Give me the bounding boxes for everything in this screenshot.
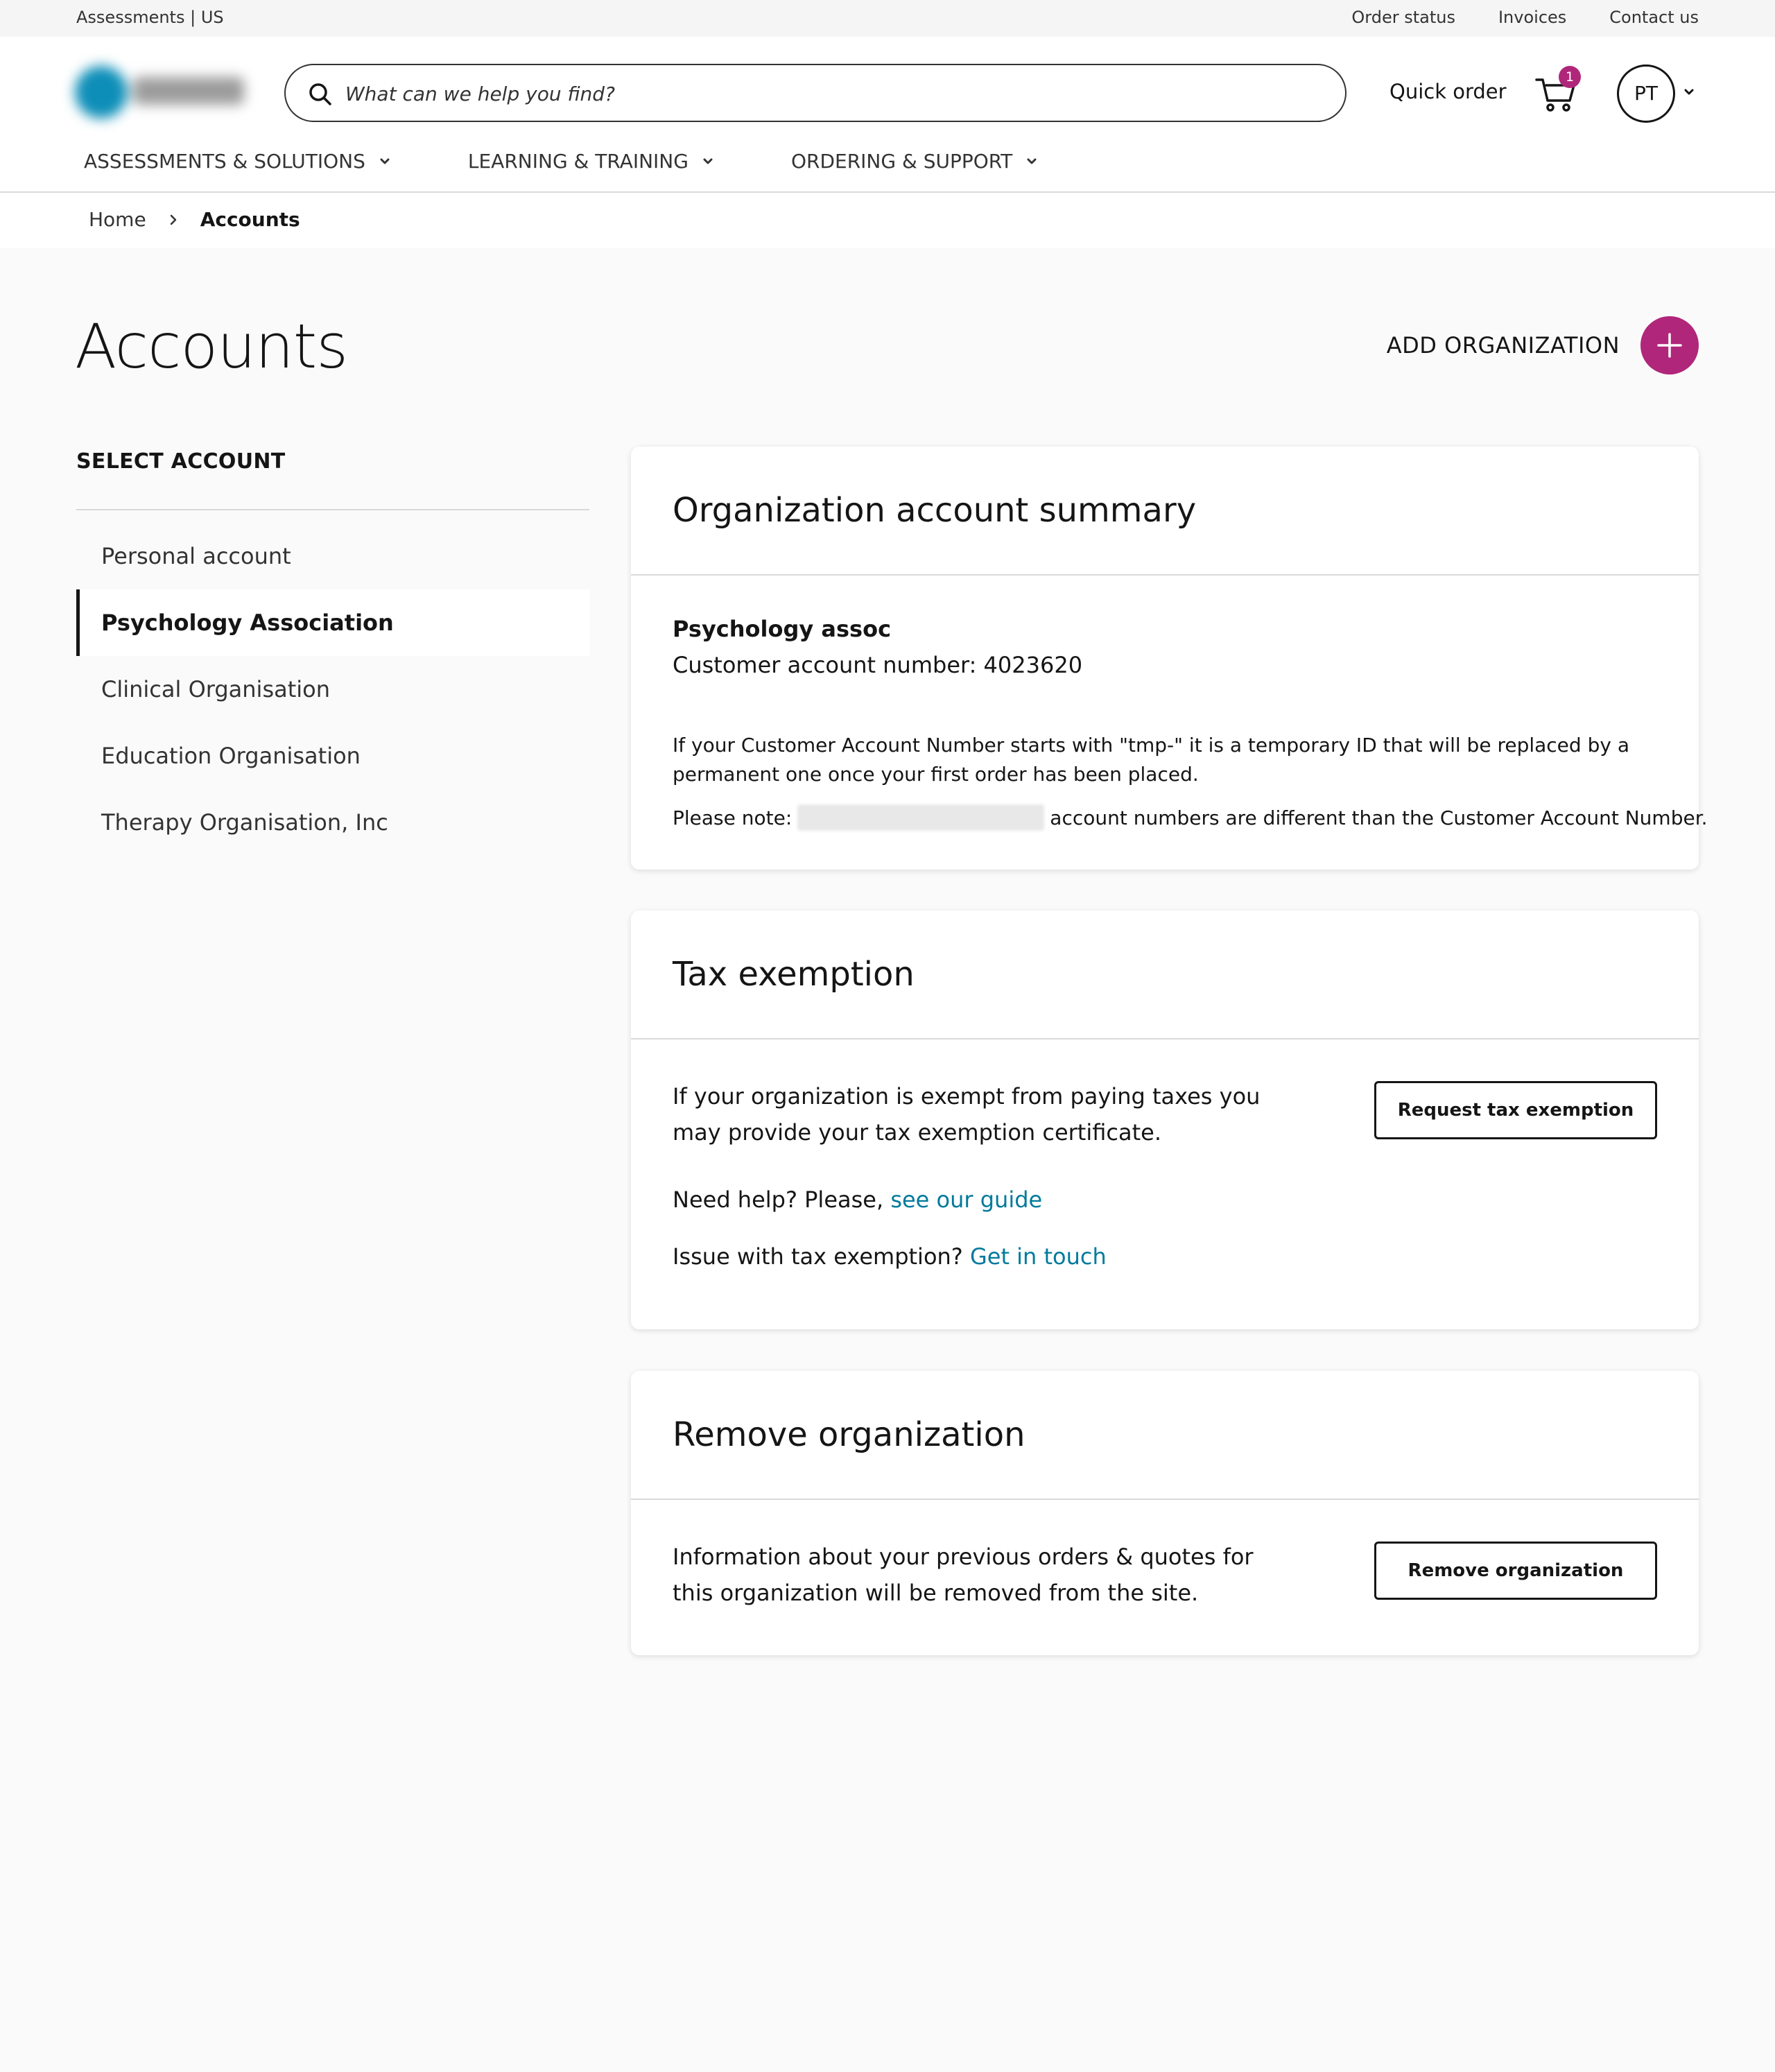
add-organization-circle[interactable]	[1640, 316, 1699, 374]
remove-organization-description: Information about your previous orders & quotes for this organization will be removed from the site.	[673, 1544, 1254, 1606]
account-list	[76, 523, 589, 856]
search-bar[interactable]	[284, 64, 1347, 122]
site-header	[0, 37, 1775, 193]
cart-count-badge: 1	[1559, 66, 1581, 88]
sidebar-item-psychology-association[interactable]: Psychology Association	[76, 589, 589, 656]
note-prefix: Please note:	[673, 806, 793, 829]
chevron-down-icon[interactable]	[1682, 85, 1696, 99]
card-title: Tax exemption	[673, 955, 915, 994]
nav-label: ASSESSMENTS & SOLUTIONS	[84, 150, 365, 173]
nav-ordering-support[interactable]	[791, 150, 1039, 173]
order-status-link[interactable]: Order status	[1351, 8, 1455, 27]
see-guide-link[interactable]: see our guide	[890, 1186, 1043, 1213]
get-in-touch-link[interactable]: Get in touch	[969, 1243, 1107, 1270]
nav-learning-training[interactable]	[468, 150, 715, 173]
breadcrumb-home[interactable]: Home	[89, 208, 146, 231]
utility-bar	[0, 0, 1775, 37]
issue-prefix: Issue with tax exemption?	[673, 1243, 963, 1270]
card-header	[631, 910, 1699, 1039]
account-sidebar	[76, 449, 589, 856]
sidebar-item-clinical-organisation[interactable]: Clinical Organisation	[101, 676, 331, 702]
tax-exemption-card	[631, 910, 1699, 1329]
plus-icon	[1640, 316, 1699, 374]
card-title: Organization account summary	[673, 491, 1197, 530]
chevron-right-icon	[167, 214, 180, 226]
breadcrumb-current: Accounts	[200, 208, 300, 231]
invoices-link[interactable]: Invoices	[1498, 8, 1567, 27]
quick-order-link[interactable]: Quick order	[1389, 80, 1507, 103]
account-number-note	[673, 804, 1708, 831]
temporary-id-note: If your Customer Account Number starts with "tmp-" it is a temporary ID that will be replaced by a permanent one once your first order has been placed.	[673, 734, 1629, 786]
search-input[interactable]	[345, 75, 1316, 112]
help-line	[673, 1186, 1042, 1213]
breadcrumb-bar	[0, 193, 1775, 248]
card-title: Remove organization	[673, 1415, 1025, 1454]
note-suffix: account numbers are different than the Customer Account Number.	[1050, 806, 1708, 829]
chevron-down-icon	[701, 155, 715, 169]
main-nav	[84, 150, 1039, 173]
issue-line	[673, 1243, 1107, 1270]
nav-assessments-solutions[interactable]	[84, 150, 392, 173]
breadcrumb	[89, 208, 300, 231]
nav-label: LEARNING & TRAINING	[467, 150, 689, 173]
organization-name: Psychology assoc	[673, 616, 892, 642]
nav-label: ORDERING & SUPPORT	[790, 150, 1013, 173]
sidebar-item-therapy-organisation[interactable]: Therapy Organisation, Inc	[101, 809, 388, 836]
search-icon	[306, 80, 334, 108]
request-tax-exemption-button[interactable]: Request tax exemption	[1374, 1081, 1657, 1139]
chevron-down-icon	[1025, 155, 1039, 169]
remove-organization-card	[631, 1371, 1699, 1655]
add-organization-button[interactable]	[1387, 316, 1699, 374]
utility-links	[1351, 8, 1699, 27]
chevron-down-icon	[378, 155, 392, 169]
redacted-text	[797, 804, 1044, 831]
customer-account-number: Customer account number: 4023620	[673, 652, 1083, 678]
sidebar-item-education-organisation[interactable]: Education Organisation	[101, 743, 361, 769]
page-title: Accounts	[75, 311, 348, 382]
sidebar-item-personal-account[interactable]: Personal account	[101, 543, 291, 569]
brand-logo[interactable]	[69, 56, 250, 126]
user-avatar[interactable]: PT	[1617, 64, 1675, 123]
remove-organization-button[interactable]: Remove organization	[1374, 1542, 1657, 1600]
help-prefix: Need help? Please,	[673, 1186, 884, 1213]
account-summary-card	[631, 447, 1708, 870]
contact-us-link[interactable]: Contact us	[1609, 8, 1699, 27]
card-header	[631, 1371, 1699, 1500]
card-header	[631, 447, 1699, 576]
sidebar-title: SELECT ACCOUNT	[76, 449, 589, 510]
tax-exemption-description: If your organization is exempt from paying taxes you may provide your tax exemption certificate.	[673, 1083, 1261, 1146]
region-label: Assessments | US	[76, 8, 224, 27]
add-organization-label: ADD ORGANIZATION	[1386, 332, 1620, 359]
